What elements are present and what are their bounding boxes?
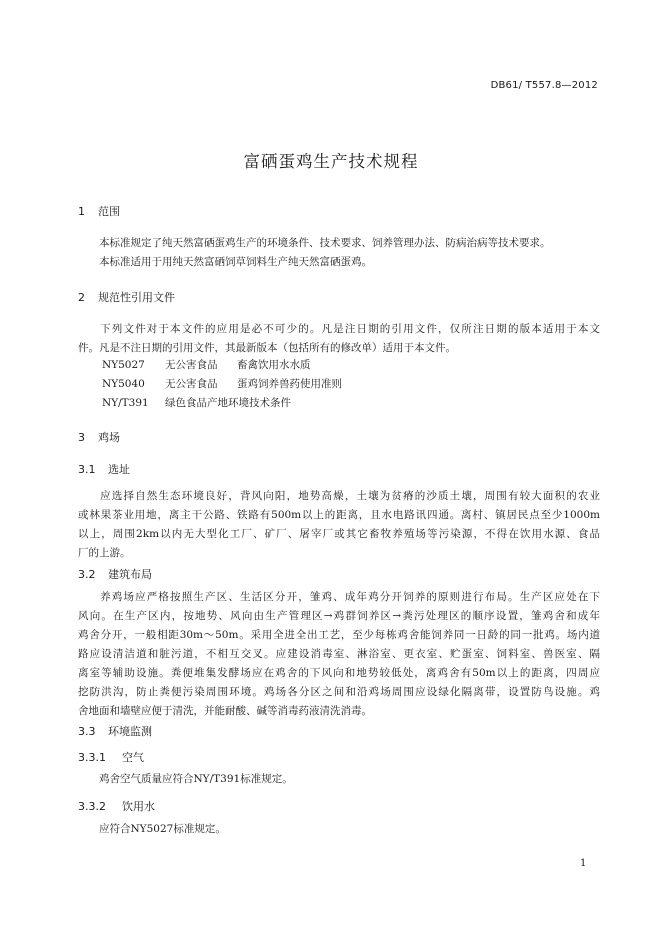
paragraph-line: 挖防洪沟，防止粪便污染周围环境。鸡场各分区之间和沿鸡场周围应设绿化隔离带，设置防鸟设施。鸡 (78, 686, 600, 698)
paragraph-line: 本标准适用于用纯天然富硒饲草饲料生产纯天然富硒蛋鸡。 (99, 256, 372, 268)
section-number: 1 (78, 205, 85, 218)
paragraph-line: 鸡舍空气质量应符合NY/T391标准规定。 (99, 773, 293, 785)
paragraph-line: 路应设清洁道和脏污道，不相互交叉。应建设消毒室、淋浴室、更衣室、贮蛋室、饲料室、兽医室、隔 (78, 648, 600, 660)
section-1-heading (78, 203, 120, 219)
section-3-1-body (78, 487, 600, 563)
paragraph-line: 养鸡场应严格按照生产区、生活区分开，雏鸡、成年鸡分开饲养的原则进行布局。生产区应处在下 (99, 591, 600, 603)
section-3-3-heading (78, 723, 152, 739)
section-1-body (78, 234, 600, 272)
paragraph-line: 下列文件对于本文件的应用是必不可少的。凡是注日期的引用文件，仅所注日期的版本适用于本文 (99, 323, 600, 335)
section-title: 选址 (108, 463, 130, 476)
section-number: 2 (78, 291, 85, 304)
paragraph-line: 或林果茶业用地，离主干公路、铁路有500m以上的距离，且水电路讯四通。离村、镇居民点至少1000m (78, 509, 600, 521)
section-title: 建筑布局 (108, 568, 152, 581)
page-number: 1 (580, 858, 587, 869)
paragraph-line: 风向。在生产区内，按地势、风向由生产管理区→鸡群饲养区→粪污处理区的顺序设置，雏鸡舍和成年 (78, 610, 600, 622)
paragraph-line: 厂的上游。 (78, 547, 131, 559)
section-3-2-body (78, 588, 600, 721)
reference-code: NY/T391 (102, 397, 149, 409)
section-3-3-1-heading (78, 749, 144, 765)
section-2-body (78, 320, 600, 358)
reference-title: 蛋鸡饲养兽药使用准则 (237, 378, 342, 390)
section-3-3-2-body (78, 820, 600, 839)
section-number: 3.3 (78, 725, 96, 738)
section-2-heading (78, 289, 175, 305)
section-number: 3.3.2 (78, 800, 106, 813)
paragraph-line: 件。凡是不注日期的引用文件，其最新版本（包括所有的修改单）适用于本文件。 (78, 342, 456, 354)
section-3-heading (78, 429, 120, 445)
document-title: 富硒蛋鸡生产技术规程 (243, 152, 419, 171)
section-title: 空气 (122, 751, 144, 764)
standard-code: DB61/ T557.8—2012 (490, 80, 598, 91)
reference-code: NY5040 (102, 378, 145, 390)
section-title: 饮用水 (122, 800, 155, 813)
section-title: 鸡场 (98, 431, 120, 444)
section-number: 3.1 (78, 463, 96, 476)
section-title: 规范性引用文件 (98, 291, 175, 304)
reference-title: 绿色食品产地环境技术条件 (165, 397, 291, 409)
paragraph-line: 本标准规定了纯天然富硒蛋鸡生产的环境条件、技术要求、饲养管理办法、防病治病等技术要求。 (99, 237, 551, 249)
reference-title: 畜禽饮用水水质 (237, 359, 311, 371)
reference-item (102, 395, 291, 410)
section-3-2-heading (78, 566, 152, 582)
section-title: 范围 (98, 205, 120, 218)
paragraph-line: 舍地面和墙壁应便于清洗，并能耐酸、碱等消毒药液清洗消毒。 (78, 705, 372, 717)
section-number: 3.3.1 (78, 751, 106, 764)
reference-code: NY5027 (102, 359, 145, 371)
section-3-3-2-heading (78, 798, 155, 814)
reference-item (102, 357, 311, 372)
paragraph-line: 以上，周围2km以内无大型化工厂、矿厂、屠宰厂或其它畜牧养殖场等污染源，不得在饮用水源、食品 (78, 528, 600, 540)
reference-category: 无公害食品 (165, 378, 218, 390)
section-3-3-1-body (78, 770, 600, 789)
paragraph-line: 鸡舍分开，一般相距30m～50m。采用全进全出工艺，至少每栋鸡舍能饲养同一日龄的同一批鸡。场内道 (78, 629, 600, 641)
section-number: 3 (78, 431, 85, 444)
reference-category: 无公害食品 (165, 359, 218, 371)
paragraph-line: 离室等辅助设施。粪便堆集发酵场应在鸡舍的下风向和地势较低处，离鸡舍有50m以上的距离，四周应 (78, 667, 600, 679)
paragraph-line: 应选择自然生态环境良好，背风向阳，地势高燥，土壤为贫瘠的沙质土壤，周围有较大面积的农业 (99, 490, 600, 502)
section-3-1-heading (78, 461, 130, 477)
paragraph-line: 应符合NY5027标准规定。 (99, 823, 226, 835)
reference-item (102, 376, 342, 391)
section-title: 环境监测 (108, 725, 152, 738)
section-number: 3.2 (78, 568, 96, 581)
